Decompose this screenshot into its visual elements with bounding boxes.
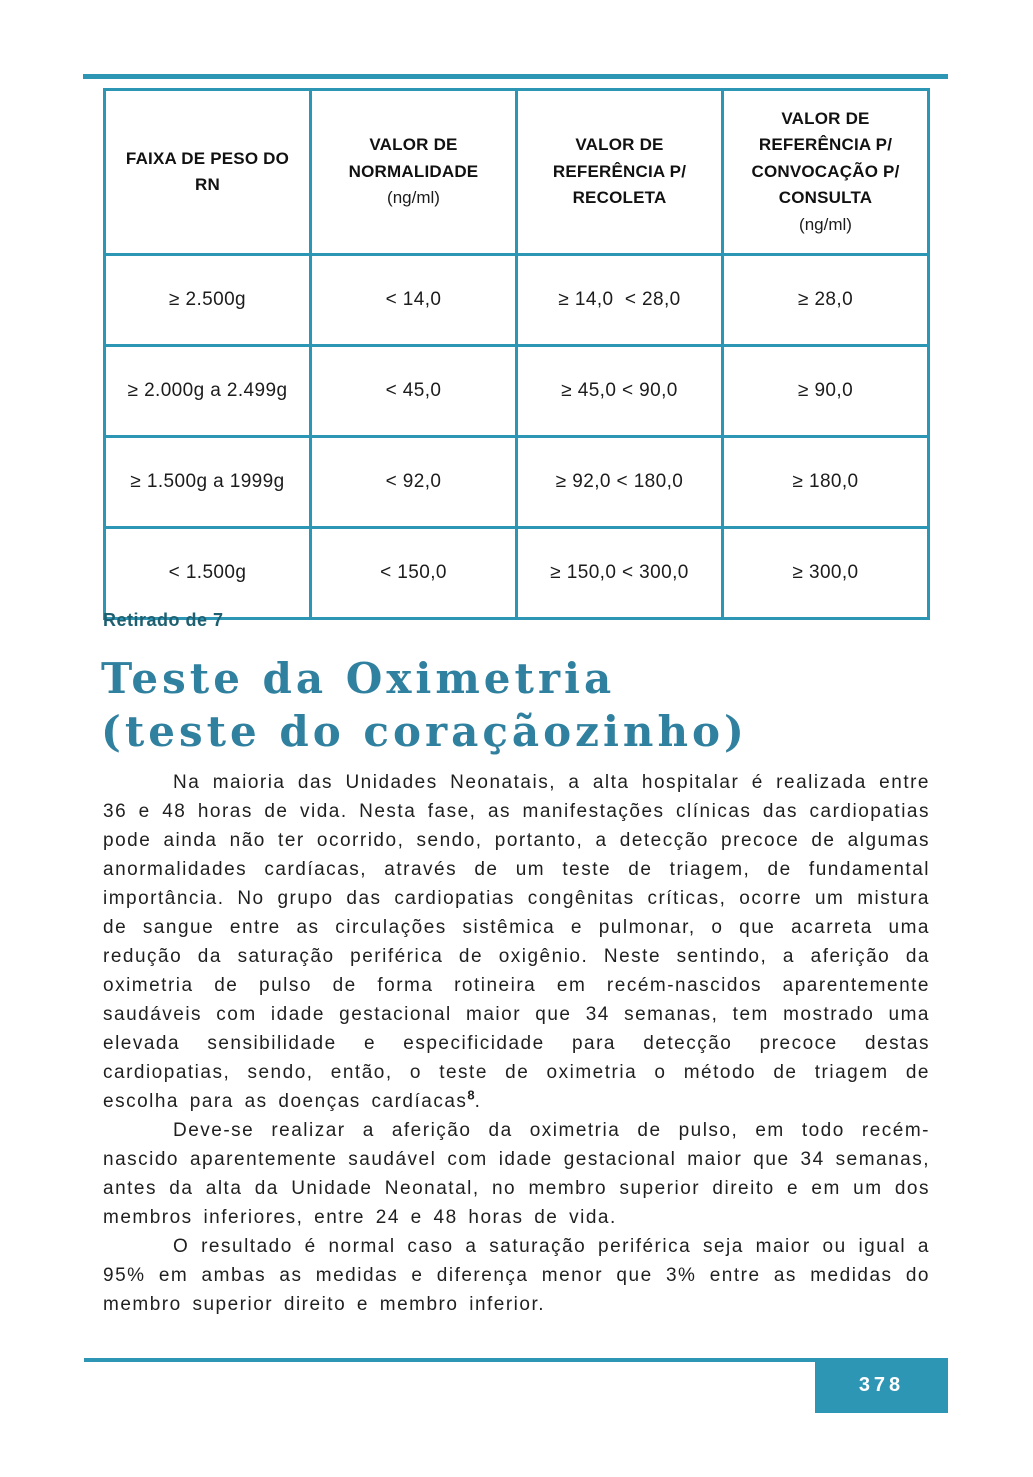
table-cell: ≥ 45,0 < 90,0 (517, 346, 723, 437)
table-row (105, 528, 929, 619)
paragraph-1 (103, 768, 930, 1116)
table-cell: ≥ 300,0 (723, 528, 929, 619)
table-row (105, 346, 929, 437)
table-cell: < 45,0 (311, 346, 517, 437)
table-cell: ≥ 14,0 < 28,0 (517, 255, 723, 346)
section-heading-line1: Teste da Oximetria (101, 654, 616, 703)
table-cell: ≥ 2.000g a 2.499g (105, 346, 311, 437)
table-cell: ≥ 90,0 (723, 346, 929, 437)
header-cell-faixa-peso (105, 90, 311, 255)
paragraph-1-period: . (474, 1091, 482, 1112)
table-header-row (105, 90, 929, 255)
body-text (103, 768, 930, 1319)
table-row (105, 437, 929, 528)
page-number: 378 (858, 1374, 905, 1396)
table-cell: ≥ 2.500g (105, 255, 311, 346)
header-subtitle: (ng/ml) (387, 188, 440, 208)
table-cell: ≥ 1.500g a 1999g (105, 437, 311, 528)
reference-superscript: 8 (467, 1087, 475, 1103)
header-cell-convocacao (723, 90, 929, 255)
top-divider-rule (83, 74, 948, 79)
table-cell: ≥ 180,0 (723, 437, 929, 528)
header-subtitle: (ng/ml) (799, 214, 852, 234)
table-row (105, 255, 929, 346)
paragraph-1-text: Na maioria das Unidades Neonatais, a alta hospitalar é realizada entre 36 e 48 horas de vida. Nesta fase, as manifestações clínicas das cardiopatias pode ainda não ter ocorrido, sendo, portanto, a detecção precoce de algumas anormalidades cardíacas, através de um teste de triagem, de fundamental importância. No grupo das cardiopatias congênitas críticas, ocorre um mistura de sangue entre as circulações sistêmica e pulmonar, o que acarreta uma redução da saturação periférica de oxigênio. Neste sentindo, a aferição da oximetria de pulso de forma rotineira em recém-nascidos aparentemente saudáveis com idade gestacional maior que 34 semanas, tem mostrado uma elevada sensibilidade e especificidade para detecção precoce destas cardiopatias, sendo, então, o teste de oximetria o método de triagem de escolha para as doenças cardíacas (103, 772, 930, 1112)
header-cell-normalidade (311, 90, 517, 255)
table-cell: < 92,0 (311, 437, 517, 528)
table-cell: ≥ 28,0 (723, 255, 929, 346)
section-heading (101, 652, 748, 758)
page-number-box (815, 1358, 948, 1413)
section-heading-line2: (teste do coraçãozinho) (101, 707, 748, 756)
table-source-caption: Retirado de 7 (103, 610, 224, 630)
table-cell: < 1.500g (105, 528, 311, 619)
table-cell: ≥ 150,0 < 300,0 (517, 528, 723, 619)
header-title: VALOR DE NORMALIDADE (348, 135, 479, 181)
header-title: VALOR DE REFERÊNCIA P/ RECOLETA (552, 135, 687, 208)
paragraph-2: Deve-se realizar a aferição da oximetria de pulso, em todo recém-nascido aparentemente saudável com idade gestacional maior que 34 semanas, antes da alta da Unidade Neonatal, no membro superior direito e em um dos membros inferiores, entre 24 e 48 horas de vida. (103, 1120, 930, 1228)
footer-divider-rule (84, 1358, 815, 1362)
reference-values-table (103, 88, 930, 620)
table-cell: < 14,0 (311, 255, 517, 346)
header-cell-recoleta (517, 90, 723, 255)
table-cell: < 150,0 (311, 528, 517, 619)
header-title: VALOR DE REFERÊNCIA P/ CONVOCAÇÃO P/ CONSULTA (751, 109, 900, 208)
header-title: FAIXA DE PESO DO RN (125, 148, 290, 194)
paragraph-3: O resultado é normal caso a saturação periférica seja maior ou igual a 95% em ambas as medidas e diferença menor que 3% entre as medidas do membro superior direito e membro inferior. (103, 1236, 930, 1315)
table-cell: ≥ 92,0 < 180,0 (517, 437, 723, 528)
